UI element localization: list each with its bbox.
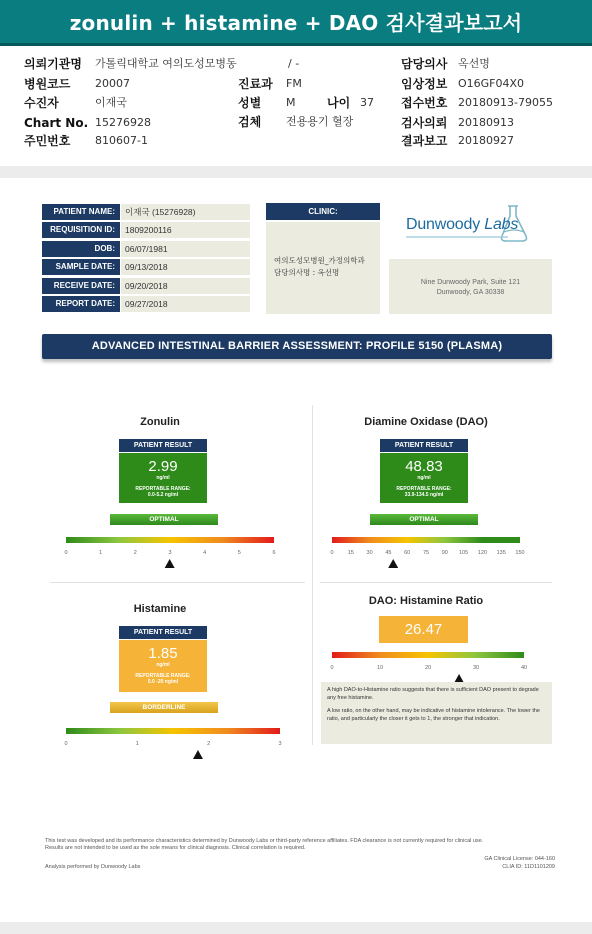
ratio-note-high: A high DAO-to-Histamine ratio suggests that there is sufficient DAO present to degrade any free histamine. [327,687,539,701]
patient-label: 수진자 [24,96,59,110]
dao-tick-label: 0 [330,550,334,556]
clinic-info [266,222,380,314]
histamine-range: 0.0 -20 ng/ml [147,679,179,685]
dao-tick-label: 150 [515,550,525,556]
ratio-tick-label: 10 [376,665,384,671]
histamine-result-label: PATIENT RESULT [119,626,207,639]
institution-value: 가톨릭대학교 여의도성모병동 [95,57,237,70]
zonulin-range-label: REPORTABLE RANGE: [135,486,191,492]
zonulin-unit: ng/ml [156,475,170,481]
histamine-unit: ng/ml [156,662,170,668]
ward-value: / - [288,57,300,70]
lab-address-line-1: Nine Dunwoody Park, Suite 121 [420,279,521,286]
zonulin-scale [62,535,278,571]
clinical-license: GA Clinical License: 044-160 [484,856,555,862]
zonulin-tick-label: 2 [133,550,137,556]
zonulin-range: 0.0-5.2 ng/ml [147,492,179,498]
ratio-value: 26.47 [379,616,468,643]
resident-no-value: 810607-1 [95,134,148,147]
clia-id: CLIA ID: 11D1101209 [502,864,555,870]
dao-scale [328,535,526,571]
zonulin-status: OPTIMAL [110,514,218,525]
requisition-id-label: REQUISITION ID: [42,222,120,238]
report-date-value: 20180927 [458,134,514,147]
dao-scale-bar [332,537,520,543]
dao-title: Diamine Oxidase (DAO) [364,416,488,428]
zonulin-value: 2.99 [148,458,178,475]
histamine-value: 1.85 [148,645,178,662]
sample-date-value: 09/13/2018 [121,259,250,275]
clinical-info-label: 임상정보 [401,77,448,91]
dao-tick-label: 60 [404,550,411,556]
dao-tick-label: 75 [422,550,430,556]
doctor-value: 옥선명 [458,57,490,70]
zonulin-scale-bar [66,537,274,543]
histamine-marker-icon [193,750,203,759]
lab-address-line-2: Dunwoody, GA 30338 [436,289,505,296]
report-date-row-label: REPORT DATE: [42,296,120,312]
zonulin-result-box [119,453,207,503]
dao-tick-label: 45 [385,550,392,556]
histamine-title: Histamine [133,603,187,615]
disclaimer-line-1: This test was developed and its performance characteristics determined by Dunwoody Labs or third-party reference affiliates. FDA clearance is not currently required for clinical use. [45,838,484,844]
receipt-no-label: 접수번호 [401,96,448,110]
resident-no-label: 주민번호 [24,134,71,148]
dao-tick-label: 30 [366,550,373,556]
zonulin-marker-icon [165,559,175,568]
dao-range: 33.9-134.5 ng/ml [404,492,444,498]
clinic-line-2: 담당의사명 : 옥선명 [274,268,340,277]
patient-name-label: PATIENT NAME: [42,204,120,220]
hospital-code-label: 병원코드 [24,77,71,91]
doctor-label: 담당의사 [401,57,448,71]
histamine-status: BORDERLINE [110,702,218,713]
request-value: 20180913 [458,116,514,129]
zonulin-tick-label: 0 [64,550,68,556]
institution-label: 의뢰기관명 [24,57,82,71]
zonulin-title: Zonulin [140,416,180,428]
dob-value: 06/07/1981 [121,241,250,257]
ratio-tick-label: 40 [520,665,528,671]
lab-name-labs: Labs [484,216,519,233]
age-label: 나이 [327,96,351,110]
ratio-title: DAO: Histamine Ratio [368,595,484,607]
dao-value: 48.83 [405,458,443,475]
ratio-scale [328,650,530,686]
zonulin-tick-label: 4 [203,550,207,556]
ratio-tick-label: 0 [330,665,334,671]
zonulin-tick-label: 1 [99,550,103,556]
chart-no-label: Chart No. [24,116,89,130]
ratio-note [321,682,552,744]
receive-date-label: RECEIVE DATE: [42,278,120,294]
patient-value: 이재국 [95,96,127,109]
sex-value: M [286,96,296,109]
panel-horizontal-divider-left [50,582,305,583]
specimen-value: 전용용기 혈장 [286,115,354,128]
header-separator [0,166,592,178]
clinic-line-1: 여의도성모병원_가정의학과 [274,256,365,265]
clinic-label: CLINIC: [266,203,380,220]
clinical-info-value: O16GF04X0 [458,77,525,90]
histamine-scale-bar [66,728,280,734]
lab-name-main: Dunwoody [406,216,481,233]
report-title: zonulin + histamine + DAO 검사결과보고서 [0,0,592,46]
dao-result-label: PATIENT RESULT [380,439,468,452]
dao-result-box [380,453,468,503]
lab-name [406,216,518,234]
dao-tick-label: 90 [441,550,448,556]
zonulin-result-label: PATIENT RESULT [119,439,207,452]
receive-date-value: 09/20/2018 [121,278,250,294]
histamine-scale [62,726,284,762]
request-label: 검사의뢰 [401,116,448,130]
hospital-code-value: 20007 [95,77,130,90]
ratio-note-low: A low ratio, on the other hand, may be indicative of histamine intolerance. The lower the ratio, and particularly the closer it gets to 1, the stronger that indication. [327,708,540,722]
report-date-row-value: 09/27/2018 [121,296,250,312]
ratio-tick-label: 30 [472,665,480,671]
histamine-tick-label: 1 [135,741,139,747]
report-date-label: 결과보고 [401,134,448,148]
dao-unit: ng/ml [417,475,431,481]
assessment-banner: ADVANCED INTESTINAL BARRIER ASSESSMENT: PROFILE 5150 (PLASMA) [42,334,552,359]
department-value: FM [286,77,302,90]
zonulin-tick-label: 5 [237,550,241,556]
department-label: 진료과 [238,77,273,91]
receipt-no-value: 20180913-79055 [458,96,553,109]
page-bottom-separator [0,922,592,934]
histamine-tick-label: 3 [278,741,282,747]
sample-date-label: SAMPLE DATE: [42,259,120,275]
chart-no-value: 15276928 [95,116,151,129]
disclaimer-line-2: Results are not intended to be used as the sole means for clinical diagnosis. Clinical correlation is required. [45,845,306,851]
age-value: 37 [360,96,374,109]
dunwoody-labs-logo [400,200,540,246]
dao-tick-label: 105 [459,550,469,556]
dao-tick-label: 15 [347,550,354,556]
histamine-range-label: REPORTABLE RANGE: [135,673,191,679]
ratio-tick-label: 20 [424,665,432,671]
lab-address [389,259,552,314]
panel-vertical-divider [312,405,313,745]
dao-status: OPTIMAL [370,514,478,525]
dao-tick-label: 135 [496,550,506,556]
patient-name-value: 이재국 (15276928) [121,204,250,220]
histamine-result-box [119,640,207,692]
zonulin-tick-label: 3 [168,550,172,556]
panel-horizontal-divider-right [320,582,552,583]
dao-marker-icon [388,559,398,568]
dao-range-label: REPORTABLE RANGE: [396,486,452,492]
histamine-tick-label: 2 [207,741,211,747]
analysis-performed: Analysis performed by Dunwoody Labs [45,864,141,870]
zonulin-tick-label: 6 [272,550,276,556]
ratio-scale-bar [332,652,524,658]
dob-label: DOB: [42,241,120,257]
dao-tick-label: 120 [477,550,487,556]
sex-label: 성별 [238,96,262,110]
histamine-tick-label: 0 [64,741,68,747]
specimen-label: 검체 [238,115,262,129]
requisition-id-value: 1809200116 [121,222,250,238]
